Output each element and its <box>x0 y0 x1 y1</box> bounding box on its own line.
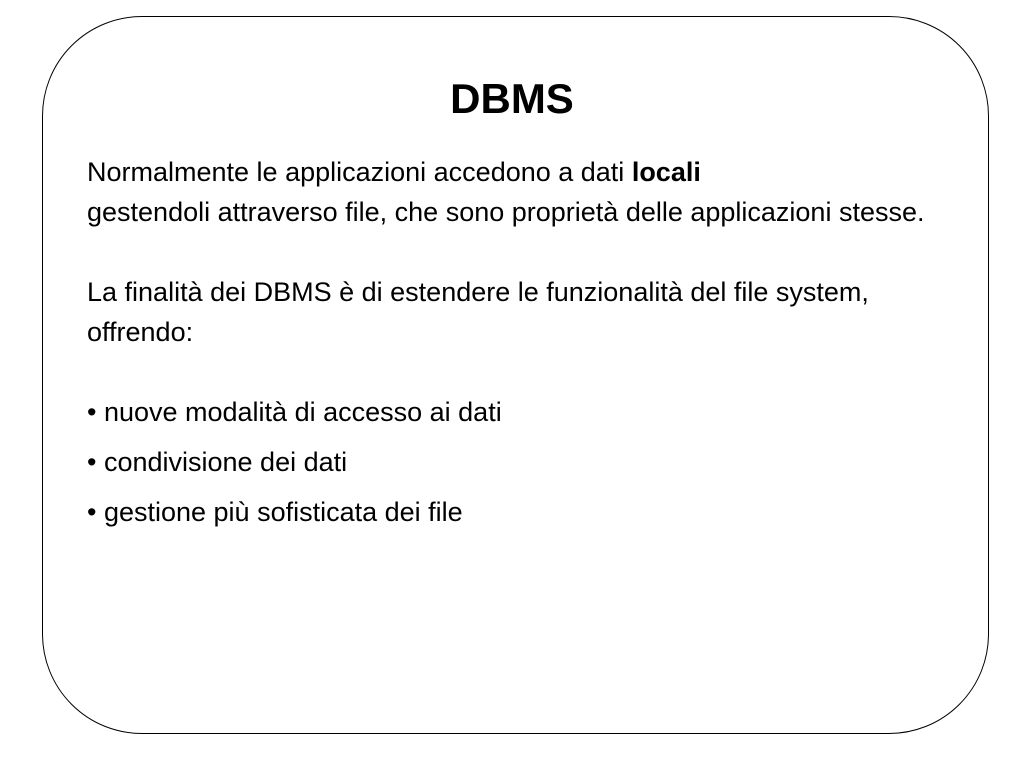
paragraph-dbms-purpose: La finalità dei DBMS è di estendere le funzionalità del file system, offrendo: <box>87 277 869 347</box>
bullet-item: • gestione più sofisticata dei file <box>87 497 463 527</box>
slide-title: DBMS <box>450 75 574 122</box>
bullet-item: • nuove modalità di accesso ai dati <box>87 397 502 427</box>
paragraph-1-text-start: Normalmente le applicazioni accedono a dati <box>87 157 632 187</box>
slide-content <box>87 152 927 542</box>
paragraph-1-text-end: gestendoli attraverso file, che sono proprietà delle applicazioni stesse. <box>87 197 925 227</box>
bullet-item: • condivisione dei dati <box>87 447 348 477</box>
paragraph-local-data <box>87 152 927 232</box>
bold-word-locali: locali <box>631 157 701 187</box>
